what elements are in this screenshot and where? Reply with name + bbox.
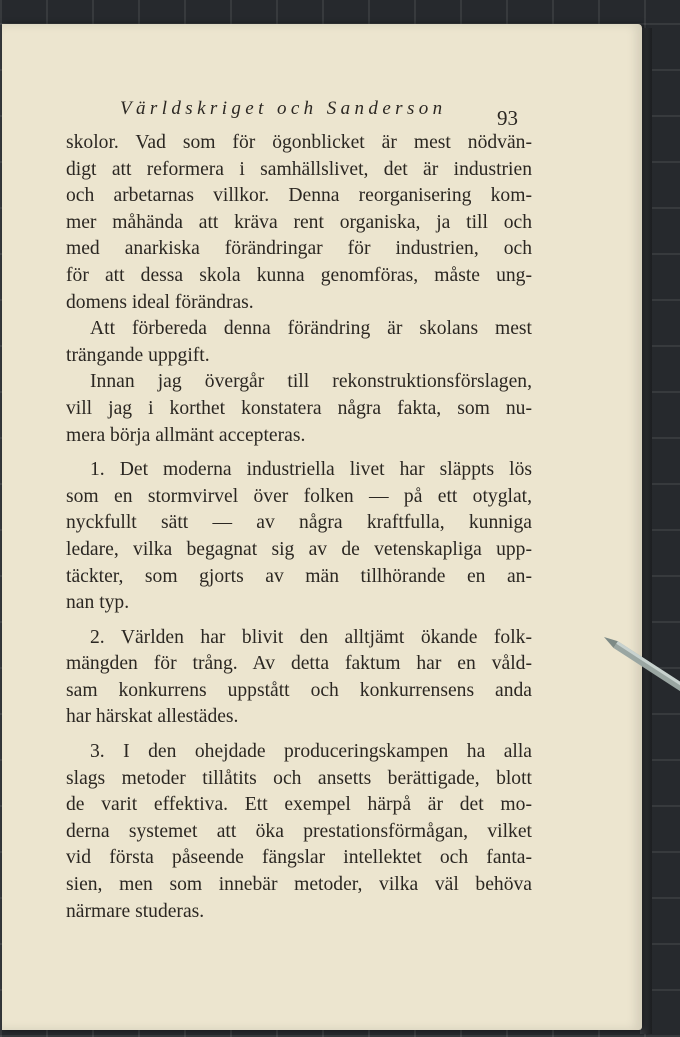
list-item-2-line: mängden för trång. Av detta faktum har en våld- — [66, 653, 532, 675]
list-item-1-line: nan typ. — [66, 592, 130, 614]
text-line: mer måhända att kräva rent organiska, ja till och — [66, 211, 532, 233]
text-line: för att dessa skola kunna genomföras, måste ung- — [66, 264, 532, 286]
text-line: vill jag i korthet konstatera några fakta, som nu- — [66, 397, 532, 419]
text-line: Innan jag övergår till rekonstruktionsförslagen, — [90, 371, 532, 393]
list-item-1-line: ledare, vilka begagnat sig av de vetenskapliga upp- — [66, 538, 532, 560]
text-line: domens ideal förändras. — [66, 291, 254, 313]
list-item-3-line: de varit effektiva. Ett exempel härpå är det mo- — [66, 794, 532, 816]
list-item-3-line: närmare studeras. — [66, 900, 205, 922]
list-item-1-line: 1. Det moderna industriella livet har släppts lös — [90, 459, 532, 481]
text-line: digt att reformera i samhällslivet, det är industrien — [66, 158, 532, 180]
list-item-2-line: sam konkurrens uppstått och konkurrensens anda — [66, 679, 532, 701]
list-item-1-line: som en stormvirvel över folken — på ett otyglat, — [66, 485, 532, 507]
text-line: mera börja allmänt accepteras. — [66, 424, 306, 446]
text-line: Att förbereda denna förändring är skolans mest — [90, 318, 532, 340]
list-item-3-line: vid första påseende fängslar intellektet och fanta- — [66, 847, 532, 869]
running-title: Världskriget och Sanderson — [120, 98, 447, 119]
list-item-3-line: sien, men som innebär metoder, vilka väl behöva — [66, 874, 532, 896]
text-line: trängande uppgift. — [66, 344, 210, 366]
text-line: skolor. Vad som för ögonblicket är mest nödvän- — [66, 132, 532, 153]
list-item-1-line: täckter, som gjorts av män tillhörande en an- — [66, 565, 532, 587]
list-item-1-line: nyckfullt sätt — av några kraftfulla, kunniga — [66, 512, 532, 534]
page-number: 93 — [497, 106, 518, 130]
list-item-3-line: 3. I den ohejdade produceringskampen ha alla — [90, 741, 532, 763]
text-line: och arbetarnas villkor. Denna reorganisering kom- — [66, 185, 532, 207]
list-item-2-line: 2. Världen har blivit den alltjämt ökande folk- — [90, 626, 532, 648]
list-item-2-line: har härskat allestädes. — [66, 706, 239, 728]
list-item-3-line: derna systemet att öka prestationsförmågan, vilket — [66, 820, 532, 842]
text-line: med anarkiska förändringar för industrien, och — [66, 238, 532, 260]
body-text — [66, 130, 532, 925]
list-item-3-line: slags metoder tillåtits och ansetts berättigade, blott — [66, 767, 532, 789]
